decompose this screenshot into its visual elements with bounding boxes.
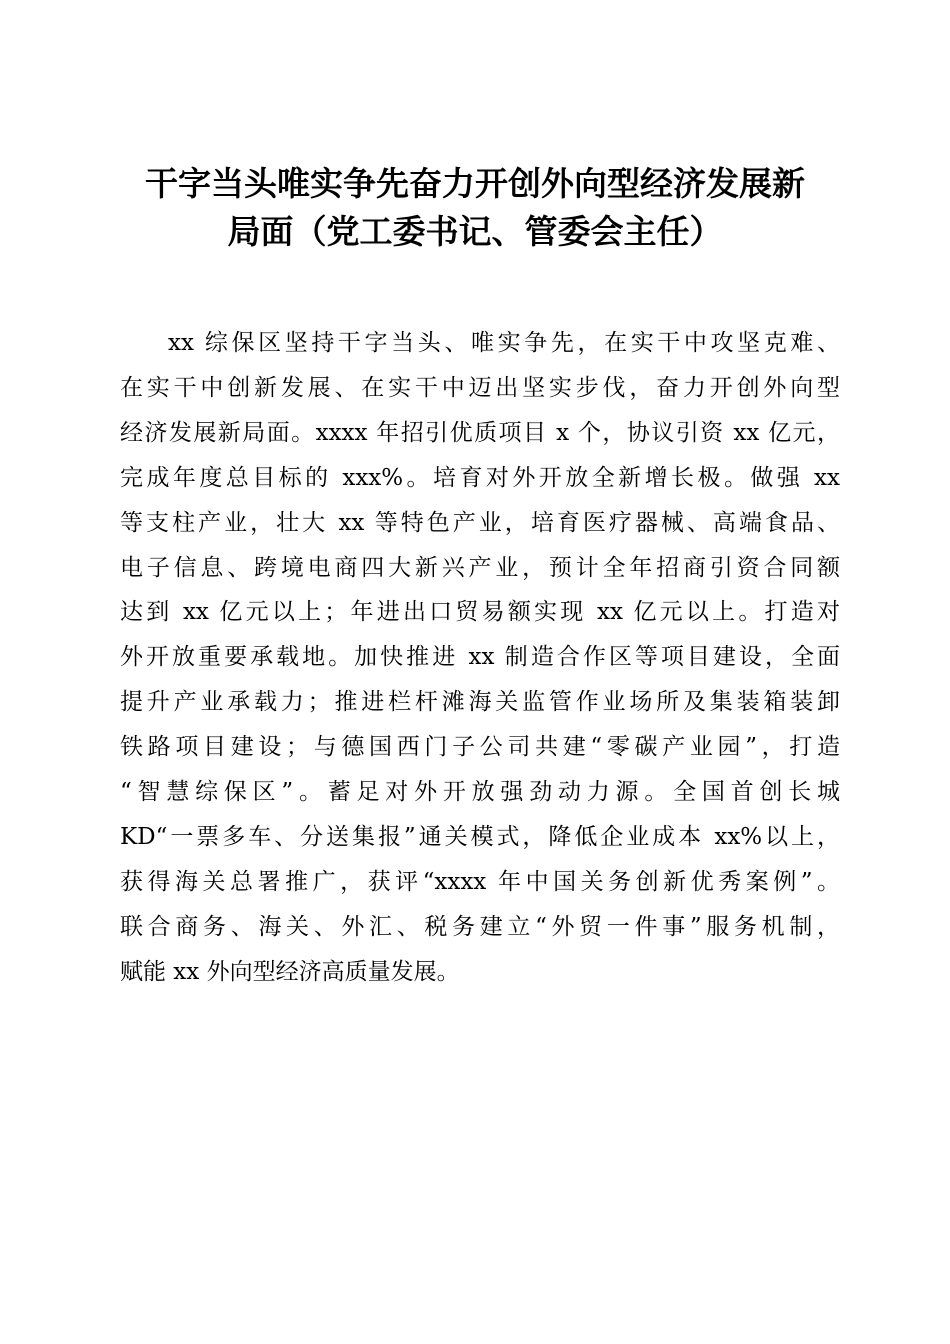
paragraph-line: KD“一票多车、分送集报”通关模式，降低企业成本 xx%以上， xyxy=(120,823,840,850)
paragraph-line: 获得海关总署推广，获评“xxxx 年中国关务创新优秀案例”。 xyxy=(120,868,840,895)
paragraph-line: 提升产业承载力；推进栏杆滩海关监管作业场所及集装箱装卸 xyxy=(120,689,840,716)
title-line-2: 局面（党工委书记、管委会主任） xyxy=(227,212,723,251)
paragraph-line: 赋能 xx 外向型经济高质量发展。 xyxy=(120,958,460,985)
body-paragraph xyxy=(120,321,840,995)
paragraph-line: “智慧综保区”。蓄足对外开放强劲动力源。全国首创长城 xyxy=(120,779,840,806)
paragraph-line: 等支柱产业，壮大 xx 等特色产业，培育医疗器械、高端食品、 xyxy=(120,509,840,536)
paragraph-line: 外开放重要承载地。加快推进 xx 制造合作区等项目建设，全面 xyxy=(120,644,840,671)
paragraph-line: 达到 xx 亿元以上；年进出口贸易额实现 xx 亿元以上。打造对 xyxy=(120,599,840,626)
paragraph-line: 联合商务、海关、外汇、税务建立“外贸一件事”服务机制， xyxy=(120,913,840,940)
paragraph-line: 经济发展新局面。xxxx 年招引优质项目 x 个，协议引资 xx 亿元， xyxy=(120,419,840,446)
document-title xyxy=(110,160,840,256)
paragraph-line: 完成年度总目标的 xxx%。培育对外开放全新增长极。做强 xx xyxy=(120,464,840,491)
paragraph-line: xx 综保区坚持干字当头、唯实争先，在实干中攻坚克难、 xyxy=(168,330,840,356)
title-line-1: 干字当头唯实争先奋力开创外向型经济发展新 xyxy=(145,164,805,203)
paragraph-line: 在实干中创新发展、在实干中迈出坚实步伐，奋力开创外向型 xyxy=(120,374,840,401)
paragraph-line: 电子信息、跨境电商四大新兴产业，预计全年招商引资合同额 xyxy=(120,554,840,581)
paragraph-line: 铁路项目建设；与德国西门子公司共建“零碳产业园”，打造 xyxy=(120,734,840,761)
